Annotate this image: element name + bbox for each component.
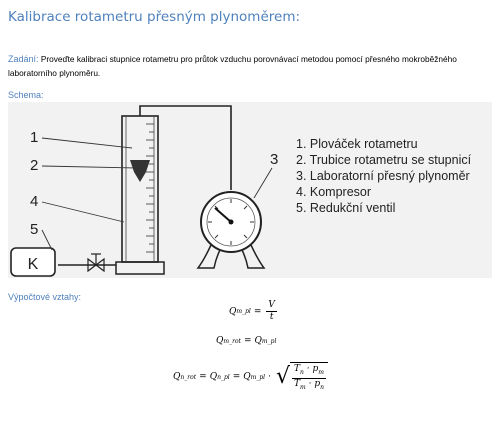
f3-num-p: · p [303, 364, 319, 374]
calc-label: Výpočtové vztahy: [8, 292, 82, 302]
legend-item-5: 5. Redukční ventil [296, 201, 396, 215]
f3-den-t: T [294, 378, 301, 389]
f3-den-p-sub: n [320, 383, 324, 391]
f3-sqrt: √ $\frac{T_n \cdot p_m}{T_m \cdot p_n}$ [276, 362, 328, 393]
callout-5: 5 [30, 221, 39, 238]
formula-3: Q n_rot = Q n_pl = Q m_pl · √ $\frac{T_n \cdot p_m}{T_m \cdot p_n}$ [173, 362, 328, 393]
f3-term-b: Q [209, 372, 218, 383]
f2-rhs: Q [254, 336, 262, 346]
f2-lhs-sub: m_rot [223, 337, 241, 345]
schema-legend [296, 137, 472, 215]
legend-item-4: 4. Kompresor [296, 185, 372, 199]
f3-den-t-sub: m [300, 383, 306, 391]
callout-1: 1 [30, 129, 39, 146]
f3-den-p: · p [305, 378, 321, 389]
f1-fraction [266, 300, 277, 323]
rotameter-scale [146, 124, 154, 252]
task-label: Zadání: [8, 54, 39, 64]
f2-rhs-sub: m_pl [261, 337, 277, 345]
f3-term-a: Q [173, 372, 181, 383]
task-text: Proveďte kalibraci stupnice rotametru pro průtok vzduchu porovnávací metodou pomocí přesného mokroběžného laboratorního plynoměru. [8, 54, 457, 78]
f1-lhs: Q [229, 306, 237, 317]
f3-term-b-sub: n_pl [217, 373, 230, 381]
f1-numerator: V [268, 300, 275, 310]
reducing-valve [88, 254, 104, 271]
legend-item-3: 3. Laboratorní přesný plynoměr [296, 169, 470, 183]
formula-1: Q m_pl = $\frac{V}{t}$ [229, 300, 275, 322]
rotameter-base [116, 262, 164, 274]
f3-num-p-sub: m [318, 368, 324, 376]
schema-label: Schema: [8, 90, 44, 100]
legend-item-2: 2. Trubice rotametru se stupnicí [296, 153, 472, 167]
schema-drawing [8, 102, 492, 278]
f1-denominator: t [269, 312, 274, 322]
f3-fraction [292, 364, 326, 393]
callout-3: 3 [270, 151, 279, 168]
f3-num-t: T [294, 364, 301, 374]
callout-2: 2 [30, 157, 39, 174]
f3-term-c: Q [243, 372, 251, 383]
f2-lhs: Q [216, 336, 224, 346]
legend-item-1: 1. Plováček rotametru [296, 137, 418, 151]
f1-lhs-sub: m_pl [236, 308, 251, 315]
formula-2: Q m_rot = Q m_pl [216, 336, 277, 346]
f3-term-a-sub: n_rot [180, 373, 197, 381]
rotameter-tube [122, 116, 158, 262]
schema-figure [8, 102, 492, 278]
callout-4: 4 [30, 193, 39, 210]
rotameter-float [130, 160, 150, 182]
compressor-label: K [27, 256, 39, 273]
task-description [8, 52, 488, 80]
page-title: Kalibrace rotametru přesným plynoměrem: [8, 9, 301, 25]
f3-term-c-sub: m_pl [250, 373, 266, 381]
f3-num-t-sub: n [300, 368, 304, 376]
